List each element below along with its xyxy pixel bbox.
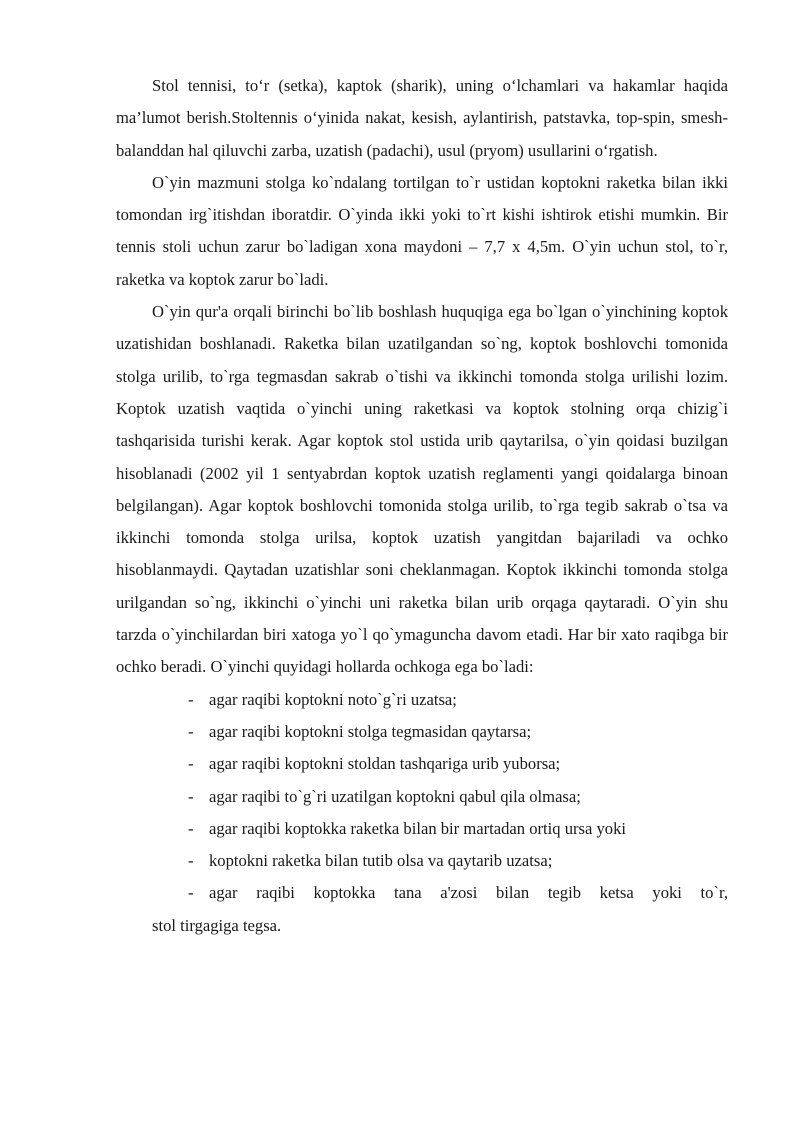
paragraph-game-content: O`yin mazmuni stolga ko`ndalang tortilgan to`r ustidan koptokni raketka bilan ikki tomondan irg`itishdan iboratdir. O`yinda ikki yoki to`rt kishi ishtirok etishi mumkin. Bir tennis stoli uchun zarur bo`ladigan xona maydoni – 7,7 x 4,5m. O`yin uchun stol, to`r, raketka va koptok zarur bo`ladi. [116,172,728,289]
list-dash: - [188,689,194,709]
list-item-continuation: stol tirgagiga tegsa. [152,915,282,935]
list-item [116,813,728,845]
list-item-text: koptokni raketka bilan tutib olsa va qaytarib uzatsa; [209,851,553,871]
list-dash: - [188,883,194,903]
list-item [116,877,728,942]
list-item [116,716,728,748]
paragraph-game-rules: O`yin qur'a orqali birinchi bo`lib boshlash huquqiga ega bo`lgan o`yinchining koptok uzatishidan boshlanadi. Raketka bilan uzatilgandan so`ng, koptok boshlovchi tomonida stolga urilib, to`rga tegmasdan sakrab o`tishi va ikkinchi tomonda stolga urilishi lozim. Koptok uzatish vaqtida o`yinchi uning raketkasi va koptok stolning orqa chizig`i tashqarisida turishi kerak. Agar koptok stol ustida urib qaytarilsa, o`yin qoidasi buzilgan hisoblanadi (2002 yil 1 sentyabrdan koptok uzatish reglamenti yangi qoidalarga binoan belgilangan). Agar koptok boshlovchi tomonida stolga urilib, to`rga tegib sakrab o`tsa va ikkinchi tomonda stolga urilsa, koptok uzatish yangitdan bajariladi va ochko hisoblanmaydi. Qaytadan uzatishlar soni cheklanmagan. Koptok ikkinchi tomonda stolga urilgandan so`ng, ikkinchi o`yinchi uni raketka bilan urib orqaga qaytaradi. O`yin shu tarzda o`yinchilardan biri xatoga yo`l qo`ymaguncha davom etadi. Har bir xato raqibga bir ochko beradi. O`yinchi quyidagi hollarda ochkoga ega bo`ladi: [116,302,728,677]
list-item [116,781,728,813]
list-item-text: agar raqibi koptokka tana a'zosi bilan tegib ketsa yoki to`r, [209,883,728,903]
list-item-text: agar raqibi koptokni stoldan tashqariga urib yuborsa; [209,754,561,774]
list-item-text: agar raqibi to`g`ri uzatilgan koptokni qabul qila olmasa; [209,786,581,806]
list-dash: - [188,786,194,806]
list-dash: - [188,818,194,838]
document-page [116,70,728,942]
list-item-text: agar raqibi koptokka raketka bilan bir martadan ortiq ursa yoki [209,818,627,838]
list-dash: - [188,851,194,871]
list-item [116,845,728,877]
list-item [116,748,728,780]
list-item-text: agar raqibi koptokni stolga tegmasidan qaytarsa; [209,721,532,741]
list-dash: - [188,721,194,741]
scoring-list [116,684,728,942]
list-item-text: agar raqibi koptokni noto`g`ri uzatsa; [209,689,457,709]
list-dash: - [188,754,194,774]
list-item [116,684,728,716]
paragraph-intro: Stol tennisi, to‘r (setka), kaptok (sharik), uning o‘lchamlari va hakamlar haqida ma’lumot berish.Stoltennis o‘yinida nakat, kesish, aylantirish, patstavka, top-spin, smesh-balanddan hal qiluvchi zarba, uzatish (padachi), usul (pryom) usullarini o‘rgatish. [116,76,728,160]
